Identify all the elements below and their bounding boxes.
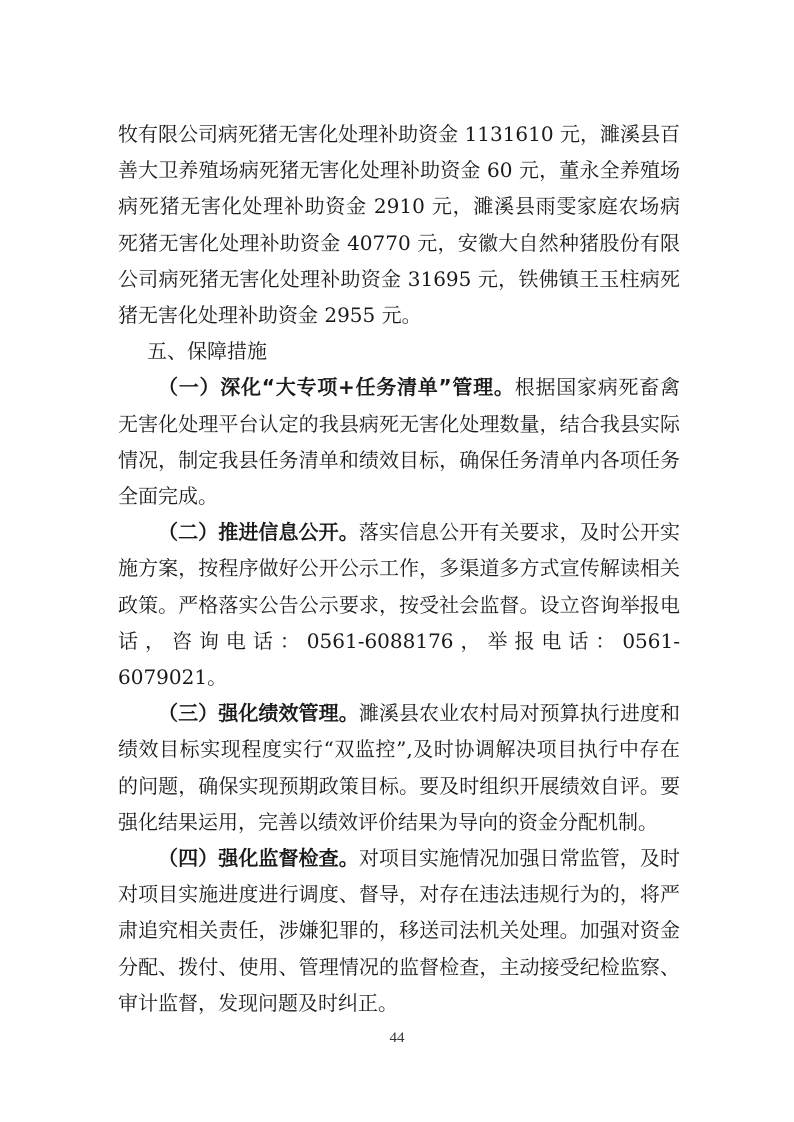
measure-item-text: 根据国家病死畜禽无害化处理平台认定的我县病死无害化处理数量，结合我县实际情况，制定我县任务清单和绩效目标，确保任务清单内各项任务全面完成。 — [118, 375, 681, 509]
measure-item-3 — [118, 695, 680, 840]
measure-item-title: （三）强化绩效管理。 — [158, 701, 359, 726]
measure-item-2 — [118, 514, 680, 695]
continuation-paragraph: 牧有限公司病死猪无害化处理补助资金 1131610 元，濉溪县百善大卫养殖场病死猪无害化处理补助资金 60 元，董永全养殖场病死猪无害化处理补助资金 2910 元，濉溪县雨雯家庭农场病死猪无害化处理补助资金 40770 元，安徽大自然种猪股份有限公司病死猪无害化处理补助资金 31695 元，铁佛镇王玉柱病死猪无害化处理补助资金 2955 元。 — [118, 122, 680, 328]
measure-item-4 — [118, 840, 680, 1021]
measure-item-text: 落实信息公开有关要求，及时公开实施方案，按程序做好公开公示工作，多渠道多方式宣传解读相关政策。严格落实公告公示要求，按受社会监督。设立咨询举报电话，咨询电话：0561-6088176，举报电话：0561-6079021。 — [118, 520, 681, 690]
page-number: 44 — [389, 1030, 405, 1046]
section-heading: 五、保障措施 — [147, 339, 267, 364]
measure-item-title: （二）推进信息公开。 — [158, 520, 359, 545]
measure-item-1 — [118, 369, 680, 514]
document-page — [118, 116, 680, 1021]
measure-item-text: 对项目实施情况加强日常监管，及时对项目实施进度进行调度、督导，对存在违法违规行为的，将严肃追究相关责任，涉嫌犯罪的，移送司法机关处理。加强对资金分配、拨付、使用、管理情况的监督检查，主动接受纪检监察、审计监督，发现问题及时纠正。 — [118, 846, 681, 1015]
measure-item-title: （一）深化“大专项+任务清单”管理。 — [158, 375, 515, 400]
measure-item-text: 濉溪县农业农村局对预算执行进度和绩效目标实现程度实行“双监控”,及时协调解决项目执行中存在的问题，确保实现预期政策目标。要及时组织开展绩效自评。要强化结果运用，完善以绩效评价结果为导向的资金分配机制。 — [118, 701, 681, 834]
measure-item-title: （四）强化监督检查。 — [158, 846, 359, 871]
